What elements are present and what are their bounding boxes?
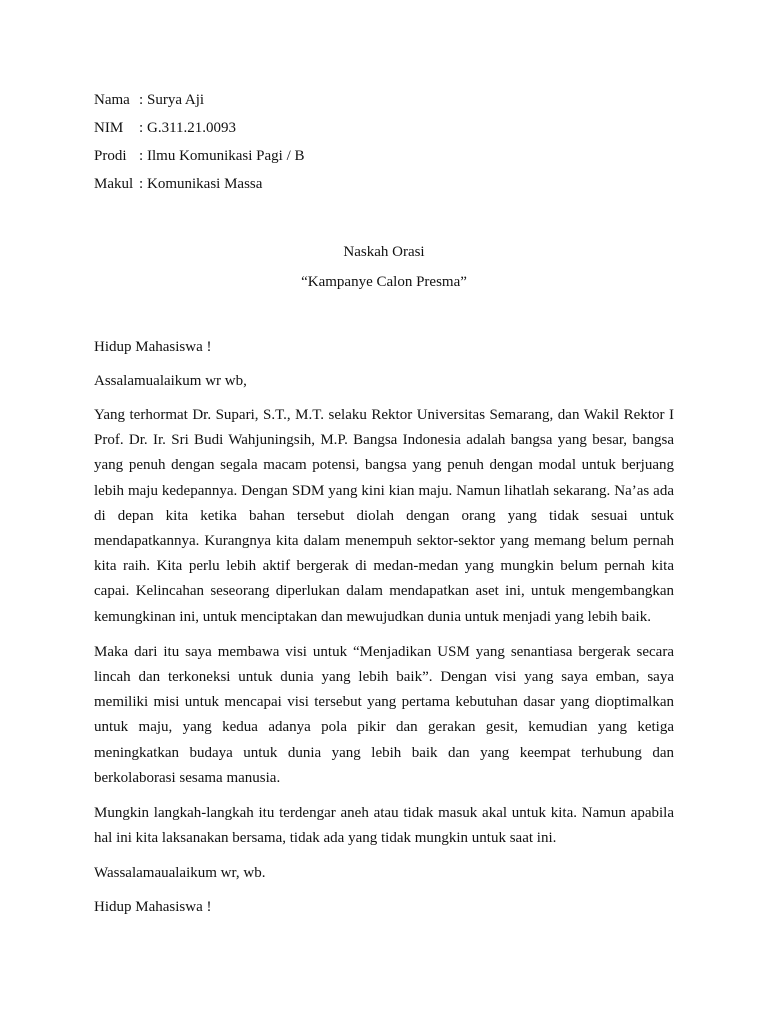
identity-row-nim <box>94 114 674 142</box>
identity-separator: : <box>139 92 144 108</box>
identity-label: Nama <box>94 92 130 108</box>
identity-value: G.311.21.0093 <box>147 120 237 136</box>
closing-cheer: Hidup Mahasiswa ! <box>94 899 212 916</box>
identity-separator: : <box>139 148 144 164</box>
identity-label: NIM <box>94 120 124 136</box>
closing-greeting: Wassalamaualaikum wr, wb. <box>94 865 266 882</box>
identity-value: Ilmu Komunikasi Pagi / B <box>147 148 305 164</box>
document-title <box>94 237 674 297</box>
opening-cheer: Hidup Mahasiswa ! <box>94 339 212 355</box>
identity-row-name <box>94 86 674 114</box>
subtitle-line: “Kampanye Calon Presma” <box>301 274 467 290</box>
title-line: Naskah Orasi <box>343 244 425 260</box>
identity-block <box>94 86 674 198</box>
identity-label: Prodi <box>94 148 127 164</box>
identity-separator: : <box>139 120 144 136</box>
paragraph: Yang terhormat Dr. Supari, S.T., M.T. selaku Rektor Universitas Semarang, dan Wakil Rektor I Prof. Dr. Ir. Sri Budi Wahjuningsih, M.P. Bangsa Indonesia adalah bangsa yang besar, bangsa yang penuh dengan segala macam potensi, bangsa yang penuh dengan modal untuk berjuang lebih maju kedepannya. Dengan SDM yang kini kian maju. Namun lihatlah sekarang. Na’as ada di depan kita ketika bahan tersebut diolah dengan orang yang tidak sesuai untuk mendapatkannya. Kurangnya kita dalam menempuh sektor-sektor yang memang belum pernah kita raih. Kita perlu lebih aktif bergerak di medan-medan yang mungkin belum pernah kita capai. Kelincahan seseorang diperlukan dalam mendapatkan aset ini, untuk mengembangkan kemungkinan ini, untuk menciptakan dan mewujudkan dunia untuk menjadi yang lebih baik. <box>94 407 674 625</box>
speech-body <box>94 335 674 919</box>
paragraph: Mungkin langkah-langkah itu terdengar aneh atau tidak masuk akal untuk kita. Namun apabila hal ini kita laksanakan bersama, tidak ada yang tidak mungkin untuk saat ini. <box>94 805 674 847</box>
identity-separator: : <box>139 176 144 192</box>
identity-label: Makul <box>94 176 134 192</box>
identity-row-makul <box>94 170 674 198</box>
identity-row-prodi <box>94 142 674 170</box>
paragraph: Maka dari itu saya membawa visi untuk “Menjadikan USM yang senantiasa bergerak secara lincah dan terkoneksi untuk dunia yang lebih baik”. Dengan visi yang saya emban, saya memiliki misi untuk mencapai visi tersebut yang pertama kebutuhan dasar yang dioptimalkan untuk maju, yang kedua adanya pola pikir dan gerakan gesit, kemudian yang ketiga meningkatkan budaya untuk dunia yang lebih baik dan yang keempat terhubung dan berkolaborasi sesama manusia. <box>94 643 674 786</box>
identity-value: Surya Aji <box>147 92 205 108</box>
salutation: Assalamualaikum wr wb, <box>94 373 247 389</box>
identity-value: Komunikasi Massa <box>147 176 263 192</box>
